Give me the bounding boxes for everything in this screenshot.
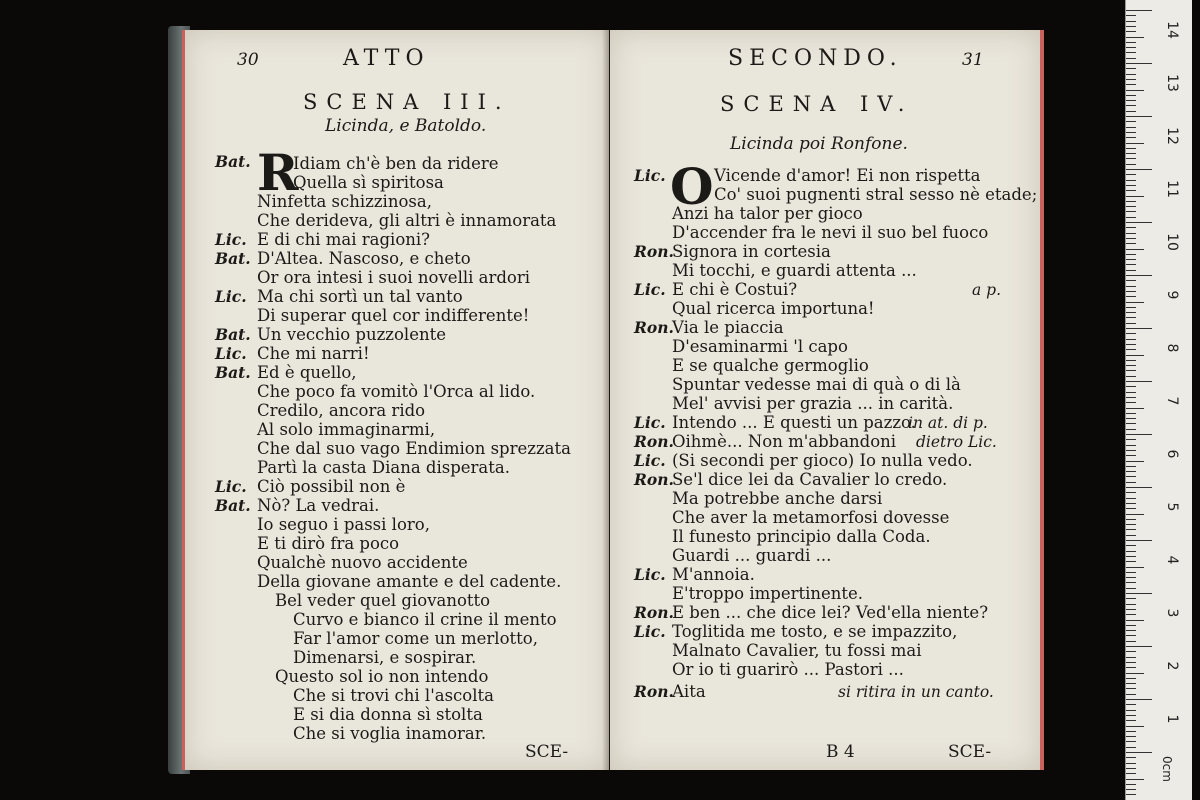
- verse-line: E di chi mai ragioni?: [257, 230, 431, 249]
- ruler-tick: [1126, 794, 1136, 795]
- ruler-label: 8: [1164, 343, 1180, 353]
- right-catchword: SCE-: [948, 742, 992, 762]
- ruler-tick: [1126, 137, 1136, 138]
- ruler-tick: [1126, 524, 1136, 525]
- verse-line: Qualchè nuovo accidente: [257, 553, 468, 572]
- ruler-tick: [1126, 492, 1136, 493]
- ruler-tick: [1126, 609, 1136, 610]
- ruler-tick: [1126, 169, 1152, 170]
- speaker-label: Lic.: [215, 287, 247, 306]
- ruler-tick: [1126, 105, 1136, 106]
- ruler-tick: [1126, 423, 1136, 424]
- ruler-tick: [1126, 31, 1136, 32]
- ruler-tick: [1126, 715, 1136, 716]
- ruler-tick: [1126, 439, 1136, 440]
- ruler-tick: [1126, 63, 1152, 64]
- verse-line: Partì la casta Diana disperata.: [257, 458, 510, 477]
- ruler-tick: [1126, 688, 1136, 689]
- ruler-tick: [1126, 402, 1136, 403]
- verse-line: Idiam ch'è ben da ridere: [293, 154, 499, 173]
- verse-line: D'accender fra le nevi il suo bel fuoco: [672, 223, 989, 242]
- ruler-tick: [1126, 249, 1144, 250]
- ruler-tick: [1126, 333, 1136, 334]
- left-scene-title: SCENA III.: [303, 90, 511, 114]
- verse-line: Spuntar vedesse mai di quà o di là: [672, 375, 961, 394]
- ruler-tick: [1126, 736, 1136, 737]
- speaker-label: Ron.: [634, 682, 674, 701]
- ruler-tick: [1126, 42, 1136, 43]
- ruler-tick: [1126, 572, 1136, 573]
- ruler-tick: [1126, 233, 1136, 234]
- ruler-tick: [1126, 312, 1136, 313]
- speaker-label: Bat.: [215, 363, 251, 382]
- ruler-tick: [1126, 296, 1136, 297]
- ruler-tick: [1126, 132, 1136, 133]
- ruler-tick: [1126, 434, 1152, 435]
- speaker-label: Lic.: [634, 622, 666, 641]
- ruler-tick: [1126, 710, 1136, 711]
- verse-line: Vicende d'amor! Ei non rispetta: [714, 166, 981, 185]
- verse-line: Un vecchio puzzolente: [257, 325, 447, 344]
- ruler-tick: [1126, 476, 1136, 477]
- ruler-tick: [1126, 349, 1136, 350]
- speaker-label: Ron.: [634, 318, 674, 337]
- ruler-tick: [1126, 789, 1136, 790]
- verse-line: Guardi ... guardi ...: [672, 546, 832, 565]
- ruler-tick: [1126, 286, 1136, 287]
- verse-line: Che derideva, gli altri è innamorata: [257, 211, 557, 230]
- ruler-tick: [1126, 339, 1136, 340]
- ruler-tick: [1126, 100, 1136, 101]
- ruler-tick: [1126, 254, 1136, 255]
- ruler-tick: [1126, 540, 1152, 541]
- ruler-tick: [1126, 450, 1136, 451]
- ruler-tick: [1126, 79, 1136, 80]
- ruler-tick: [1126, 148, 1136, 149]
- ruler-tick: [1126, 752, 1152, 753]
- ruler-tick: [1126, 127, 1136, 128]
- ruler-tick: [1126, 386, 1136, 387]
- ruler-tick: [1126, 773, 1136, 774]
- ruler-tick: [1126, 180, 1136, 181]
- ruler-tick: [1126, 370, 1136, 371]
- ruler-tick: [1126, 190, 1136, 191]
- verse-line: Ma potrebbe anche darsi: [672, 489, 883, 508]
- ruler-label: 12: [1164, 127, 1180, 145]
- verse-line: Aita: [672, 682, 706, 701]
- ruler-tick: [1126, 74, 1136, 75]
- ruler-tick: [1126, 551, 1136, 552]
- open-book: [168, 20, 1058, 780]
- ruler-tick: [1126, 217, 1136, 218]
- ruler-tick: [1126, 731, 1136, 732]
- verse-line: Che si trovi chi l'ascolta: [293, 686, 494, 705]
- ruler-tick: [1126, 238, 1136, 239]
- verse-line: E ti dirò fra poco: [257, 534, 400, 553]
- stage-direction: a p.: [972, 281, 1002, 299]
- ruler-tick: [1126, 614, 1136, 615]
- ruler-tick: [1126, 52, 1136, 53]
- verse-line: Co' suoi pugnenti stral sesso nè etade;: [714, 185, 1038, 204]
- verse-line: Bel veder quel giovanotto: [275, 591, 491, 610]
- verse-line: Via le piaccia: [672, 318, 784, 337]
- verse-line: Toglitida me tosto, e se impazzito,: [672, 622, 958, 641]
- verse-line: Qual ricerca importuna!: [672, 299, 875, 318]
- ruler-label: 5: [1164, 502, 1180, 512]
- verse-line: Curvo e bianco il crine il mento: [293, 610, 557, 629]
- ruler-tick: [1126, 635, 1136, 636]
- ruler-tick: [1126, 588, 1136, 589]
- ruler-tick: [1126, 270, 1136, 271]
- speaker-label: Lic.: [215, 230, 247, 249]
- ruler-tick: [1126, 365, 1136, 366]
- verse-line: Di superar quel cor indifferente!: [257, 306, 530, 325]
- left-page-number: 30: [237, 50, 259, 70]
- ruler-tick: [1126, 646, 1152, 647]
- ruler-tick: [1126, 598, 1136, 599]
- ruler-tick: [1126, 620, 1144, 621]
- verse-line: Credilo, ancora rido: [257, 401, 426, 420]
- ruler-tick: [1126, 535, 1136, 536]
- verse-line: E si dia donna sì stolta: [293, 705, 483, 724]
- drop-cap: O: [670, 157, 714, 216]
- stage-direction: in at. di p.: [908, 414, 988, 432]
- ruler-tick: [1126, 683, 1136, 684]
- ruler-tick: [1126, 694, 1136, 695]
- ruler-tick: [1126, 514, 1144, 515]
- ruler-tick: [1126, 90, 1144, 91]
- verse-line: Che dal suo vago Endimion sprezzata: [257, 439, 571, 458]
- verse-line: Io seguo i passi loro,: [257, 515, 430, 534]
- verse-line: D'esaminarmi 'l capo: [672, 337, 848, 356]
- verse-line: Che mi narri!: [257, 344, 370, 363]
- ruler-tick: [1126, 741, 1136, 742]
- ruler-tick: [1126, 201, 1136, 202]
- ruler-tick: [1126, 445, 1136, 446]
- ruler-tick: [1126, 678, 1136, 679]
- ruler-tick: [1126, 567, 1144, 568]
- ruler-tick: [1126, 95, 1136, 96]
- ruler-tick: [1126, 487, 1152, 488]
- verse-line: Che aver la metamorfosi dovesse: [672, 508, 950, 527]
- verse-line: Or ora intesi i suoi novelli ardori: [257, 268, 531, 287]
- speaker-label: Lic.: [634, 280, 666, 299]
- ruler-tick: [1126, 196, 1144, 197]
- ruler-tick: [1126, 503, 1136, 504]
- verse-line: E'troppo impertinente.: [672, 584, 864, 603]
- ruler-label: 13: [1164, 74, 1180, 92]
- ruler-label: 10: [1164, 233, 1180, 251]
- ruler-tick: [1126, 317, 1136, 318]
- ruler-tick: [1126, 111, 1136, 112]
- ruler-tick: [1126, 121, 1136, 122]
- ruler-tick: [1126, 164, 1136, 165]
- ruler-tick: [1126, 699, 1152, 700]
- ruler-tick: [1126, 625, 1136, 626]
- ruler-tick: [1126, 84, 1136, 85]
- verse-line: Or io ti guarirò ... Pastori ...: [672, 660, 904, 679]
- verse-line: Anzi ha talor per gioco: [672, 204, 863, 223]
- verse-line: D'Altea. Nascoso, e cheto: [257, 249, 471, 268]
- ruler-tick: [1126, 418, 1136, 419]
- ruler-tick: [1126, 291, 1136, 292]
- speaker-label: Lic.: [215, 477, 247, 496]
- ruler-tick: [1126, 455, 1136, 456]
- speaker-label: Bat.: [215, 496, 251, 515]
- ruler-tick: [1126, 10, 1152, 11]
- ruler-tick: [1126, 376, 1136, 377]
- verse-line: Malnato Cavalier, tu fossi mai: [672, 641, 922, 660]
- ruler-tick: [1126, 302, 1144, 303]
- ruler-tick: [1126, 222, 1152, 223]
- ruler-tick: [1126, 784, 1136, 785]
- ruler-tick: [1126, 68, 1136, 69]
- verse-line: E chi è Costui?: [672, 280, 798, 299]
- speaker-label: Lic.: [634, 451, 666, 470]
- verse-line: Quella sì spiritosa: [293, 173, 444, 192]
- ruler-tick: [1126, 116, 1152, 117]
- ruler-tick: [1126, 264, 1136, 265]
- right-scene-characters: Licinda poi Ronfone.: [730, 134, 908, 154]
- ruler-tick: [1126, 259, 1136, 260]
- ruler-tick: [1126, 413, 1136, 414]
- left-running-head: ATTO: [343, 46, 430, 71]
- verse-line: Il funesto principio dalla Coda.: [672, 527, 931, 546]
- ruler-tick: [1126, 582, 1136, 583]
- ruler-tick: [1126, 498, 1136, 499]
- ruler-tick: [1126, 768, 1136, 769]
- verse-line: Ed è quello,: [257, 363, 357, 382]
- verse-line: Mi tocchi, e guardi attenta ...: [672, 261, 917, 280]
- ruler-tick: [1126, 482, 1136, 483]
- ruler-tick: [1126, 47, 1136, 48]
- speaker-label: Bat.: [215, 325, 251, 344]
- ruler-label: 6: [1164, 449, 1180, 459]
- speaker-label: Lic.: [634, 166, 666, 185]
- ruler-tick: [1126, 408, 1144, 409]
- ruler-tick: [1126, 392, 1136, 393]
- ruler-tick: [1126, 704, 1136, 705]
- drop-cap: R: [257, 143, 299, 202]
- verse-line: Della giovane amante e del cadente.: [257, 572, 562, 591]
- verse-line: Ninfetta schizzinosa,: [257, 192, 432, 211]
- ruler-tick: [1126, 667, 1136, 668]
- verse-line: Nò? La vedrai.: [257, 496, 380, 515]
- verse-line: Che poco fa vomitò l'Orca al lido.: [257, 382, 536, 401]
- ruler-tick: [1126, 577, 1136, 578]
- ruler-tick: [1126, 779, 1144, 780]
- ruler-tick: [1126, 747, 1136, 748]
- speaker-label: Lic.: [634, 565, 666, 584]
- verse-line: M'annoia.: [672, 565, 755, 584]
- ruler-tick: [1126, 461, 1144, 462]
- right-page: [610, 30, 1044, 770]
- ruler-tick: [1126, 381, 1152, 382]
- speaker-label: Bat.: [215, 152, 251, 171]
- ruler-tick: [1126, 466, 1136, 467]
- speaker-label: Lic.: [634, 413, 666, 432]
- verse-line: Signora in cortesia: [672, 242, 831, 261]
- ruler-tick: [1126, 429, 1136, 430]
- ruler-unit: 0cm: [1159, 756, 1174, 782]
- ruler-tick: [1126, 529, 1136, 530]
- verse-line: Intendo ... E questi un pazzo.: [672, 413, 916, 432]
- ruler-label: 4: [1164, 555, 1180, 565]
- ruler-tick: [1126, 243, 1136, 244]
- ruler-tick: [1126, 519, 1136, 520]
- ruler-tick: [1126, 471, 1136, 472]
- ruler-tick: [1126, 726, 1144, 727]
- ruler-tick: [1126, 662, 1136, 663]
- ruler-tick: [1126, 604, 1136, 605]
- ruler-tick: [1126, 757, 1136, 758]
- right-running-head: SECONDO.: [728, 46, 903, 71]
- speaker-label: Ron.: [634, 432, 674, 451]
- ruler-tick: [1126, 280, 1136, 281]
- ruler-tick: [1126, 185, 1136, 186]
- ruler-tick: [1126, 174, 1136, 175]
- verse-line: Al solo immaginarmi,: [257, 420, 436, 439]
- ruler-tick: [1126, 211, 1136, 212]
- verse-line: Ciò possibil non è: [257, 477, 406, 496]
- left-catchword: SCE-: [525, 742, 569, 762]
- ruler-tick: [1126, 355, 1144, 356]
- ruler-label: 14: [1164, 21, 1180, 39]
- ruler-tick: [1126, 227, 1136, 228]
- verse-line: Questo sol io non intendo: [275, 667, 489, 686]
- ruler-tick: [1126, 328, 1152, 329]
- stage-direction: si ritira in un canto.: [838, 683, 994, 701]
- ruler-tick: [1126, 323, 1136, 324]
- speaker-label: Bat.: [215, 249, 251, 268]
- verse-line: E se qualche germoglio: [672, 356, 869, 375]
- measurement-ruler: [1125, 0, 1192, 800]
- ruler-tick: [1126, 26, 1136, 27]
- speaker-label: Ron.: [634, 470, 674, 489]
- ruler-label: 11: [1164, 180, 1180, 198]
- ruler-label: 7: [1164, 396, 1180, 406]
- speaker-label: Ron.: [634, 242, 674, 261]
- ruler-tick: [1126, 158, 1136, 159]
- stage-direction: dietro Lic.: [916, 433, 997, 451]
- right-page-number: 31: [962, 50, 984, 70]
- ruler-tick: [1126, 344, 1136, 345]
- right-scene-title: SCENA IV.: [720, 92, 914, 116]
- ruler-tick: [1126, 556, 1136, 557]
- ruler-tick: [1126, 37, 1144, 38]
- verse-line: Oihmè... Non m'abbandoni: [672, 432, 897, 451]
- ruler-tick: [1126, 763, 1136, 764]
- page-signature: B 4: [826, 742, 855, 762]
- left-page: [182, 30, 609, 770]
- verse-line: (Si secondi per gioco) Io nulla vedo.: [672, 451, 973, 470]
- ruler-tick: [1126, 561, 1136, 562]
- ruler-tick: [1126, 58, 1136, 59]
- ruler-tick: [1126, 657, 1136, 658]
- ruler-tick: [1126, 143, 1144, 144]
- ruler-tick: [1126, 720, 1136, 721]
- ruler-tick: [1126, 153, 1136, 154]
- ruler-tick: [1126, 641, 1136, 642]
- ruler-tick: [1126, 630, 1136, 631]
- ruler-tick: [1126, 15, 1136, 16]
- verse-line: Dimenarsi, e sospirar.: [293, 648, 477, 667]
- ruler-tick: [1126, 508, 1136, 509]
- ruler-tick: [1126, 651, 1136, 652]
- verse-line: Far l'amor come un merlotto,: [293, 629, 538, 648]
- ruler-tick: [1126, 360, 1136, 361]
- ruler-label: 1: [1164, 714, 1180, 724]
- ruler-tick: [1126, 21, 1136, 22]
- ruler-tick: [1126, 545, 1136, 546]
- ruler-tick: [1126, 275, 1152, 276]
- left-scene-characters: Licinda, e Batoldo.: [325, 116, 487, 136]
- ruler-tick: [1126, 673, 1144, 674]
- verse-line: Se'l dice lei da Cavalier lo credo.: [672, 470, 948, 489]
- speaker-label: Lic.: [215, 344, 247, 363]
- ruler-tick: [1126, 593, 1152, 594]
- verse-line: Che si voglia inamorar.: [293, 724, 487, 743]
- ruler-tick: [1126, 206, 1136, 207]
- ruler-label: 9: [1164, 290, 1180, 300]
- verse-line: Ma chi sortì un tal vanto: [257, 287, 463, 306]
- verse-line: Mel' avvisi per grazia ... in carità.: [672, 394, 954, 413]
- ruler-tick: [1126, 307, 1136, 308]
- speaker-label: Ron.: [634, 603, 674, 622]
- verse-line: E ben ... che dice lei? Ved'ella niente?: [672, 603, 989, 622]
- ruler-tick: [1126, 397, 1136, 398]
- ruler-label: 2: [1164, 661, 1180, 671]
- ruler-label: 3: [1164, 608, 1180, 618]
